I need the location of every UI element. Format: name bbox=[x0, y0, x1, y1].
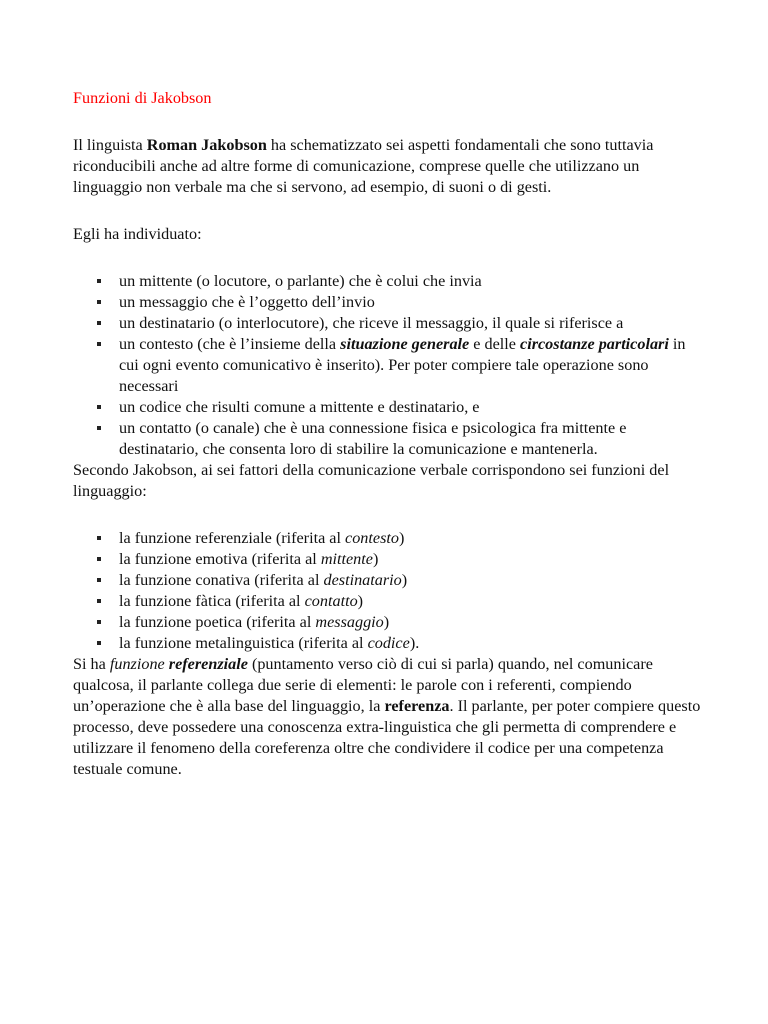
document-page bbox=[73, 88, 703, 780]
contesto-text-3: in cui ogni evento comunicativo è inserito). Per poter compiere tale operazione sono necessari bbox=[119, 335, 686, 395]
list-item-codice: un codice che risulti comune a mittente e destinatario, e bbox=[73, 397, 703, 418]
contesto-text-2: e delle bbox=[469, 335, 521, 353]
list-item-contesto bbox=[73, 334, 703, 397]
function-text: la funzione fàtica (riferita al bbox=[119, 592, 305, 610]
function-item-fatica bbox=[73, 591, 703, 612]
referential-function-paragraph bbox=[73, 654, 703, 780]
contesto-emphasis-2: circostanze particolari bbox=[520, 335, 669, 353]
list-item-mittente: un mittente (o locutore, o parlante) che è colui che invia bbox=[73, 271, 703, 292]
function-item-conativa bbox=[73, 570, 703, 591]
function-close: ) bbox=[401, 571, 408, 589]
language-functions-list bbox=[73, 528, 703, 654]
function-text: la funzione metalinguistica (riferita al bbox=[119, 634, 368, 652]
list-item-contatto: un contatto (o canale) che è una connessione fisica e psicologica fra mittente e destinatario, che consenta loro di stabilire la comunicazione e mantenerla. bbox=[73, 418, 703, 460]
function-target: codice bbox=[367, 634, 410, 652]
functions-intro-paragraph: Secondo Jakobson, ai sei fattori della comunicazione verbale corrispondono sei funzioni del linguaggio: bbox=[73, 461, 670, 500]
document-title: Funzioni di Jakobson bbox=[73, 89, 212, 107]
function-close: ) bbox=[357, 592, 364, 610]
function-close: ) bbox=[383, 613, 390, 631]
function-item-metalinguistica bbox=[73, 633, 703, 654]
function-item-poetica bbox=[73, 612, 703, 633]
communication-factors-list bbox=[73, 271, 703, 460]
ref-bold: referenza bbox=[384, 697, 450, 715]
list-intro-paragraph: Egli ha individuato: bbox=[73, 225, 202, 243]
function-item-emotiva bbox=[73, 549, 703, 570]
author-name: Roman Jakobson bbox=[146, 136, 267, 154]
intro-text-start: Il linguista bbox=[73, 136, 147, 154]
contesto-text-1: un contesto (che è l’insieme della bbox=[119, 335, 341, 353]
ref-text-3: . Il parlante, per poter compiere questo processo, deve possedere una conoscenza extra-linguistica che gli permetta di comprendere e utilizzare il fenomeno della coreferenza oltre che condividere il codice per una competenza testuale comune. bbox=[73, 697, 701, 778]
function-target: contatto bbox=[304, 592, 358, 610]
function-text: la funzione referenziale (riferita al bbox=[119, 529, 346, 547]
function-target: destinatario bbox=[323, 571, 402, 589]
function-text: la funzione poetica (riferita al bbox=[119, 613, 316, 631]
contesto-emphasis-1: situazione generale bbox=[340, 335, 470, 353]
function-target: contesto bbox=[345, 529, 399, 547]
function-target: messaggio bbox=[315, 613, 384, 631]
function-text: la funzione conativa (riferita al bbox=[119, 571, 324, 589]
intro-text-end: ha schematizzato sei aspetti fondamentali che sono tuttavia riconducibili anche ad altre forme di comunicazione, comprese quelle che utilizzano un linguaggio non verbale ma che si servono, ad esempio, di suoni o di gesti. bbox=[73, 136, 654, 196]
function-target: mittente bbox=[320, 550, 373, 568]
function-text: la funzione emotiva (riferita al bbox=[119, 550, 321, 568]
function-close: ) bbox=[398, 529, 405, 547]
ref-italic: funzione bbox=[109, 655, 165, 673]
list-item-messaggio: un messaggio che è l’oggetto dell’invio bbox=[73, 292, 703, 313]
function-close: ) bbox=[372, 550, 379, 568]
ref-bold-italic: referenziale bbox=[168, 655, 248, 673]
ref-text-2: (puntamento verso ciò di cui si parla) quando, nel comunicare qualcosa, il parlante collega due serie di elementi: le parole con i referenti, compiendo un’operazione che è alla base del linguaggio, la bbox=[73, 655, 653, 715]
intro-paragraph bbox=[73, 135, 703, 198]
list-item-destinatario: un destinatario (o interlocutore), che riceve il messaggio, il quale si riferisce a bbox=[73, 313, 703, 334]
ref-text-1: Si ha bbox=[73, 655, 110, 673]
function-item-referenziale bbox=[73, 528, 703, 549]
function-close: ). bbox=[409, 634, 420, 652]
